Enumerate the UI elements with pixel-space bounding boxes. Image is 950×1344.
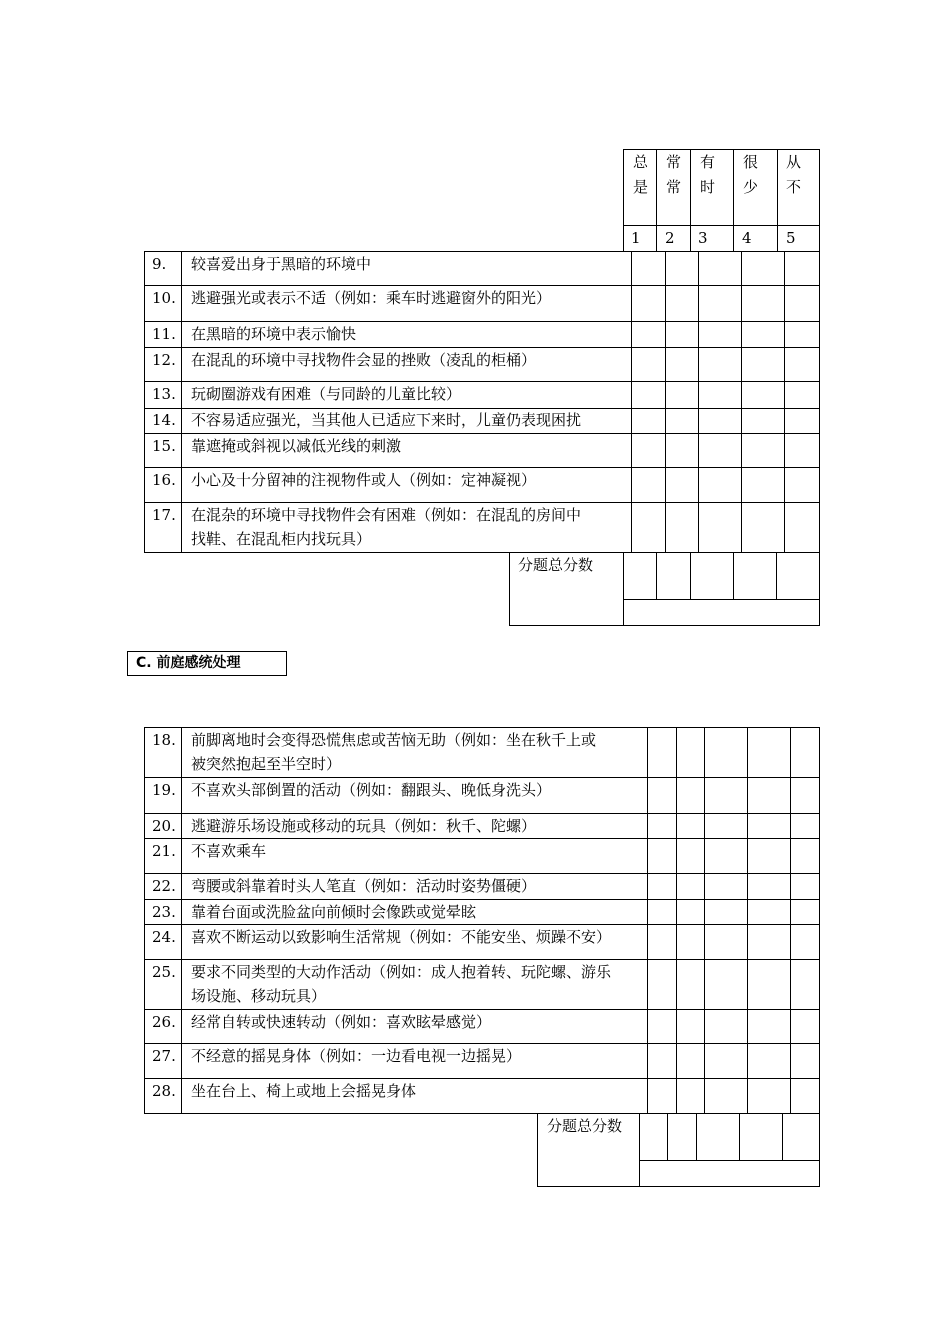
item-text: 不喜欢乘车: [191, 842, 267, 860]
subtotal-label: 分题总分数: [518, 556, 594, 574]
header-divider: [623, 149, 624, 251]
col-border: [665, 251, 666, 552]
item-number: 11.: [152, 325, 176, 343]
subtotal-border: [639, 1160, 820, 1161]
scale-label-char: 是: [633, 178, 649, 196]
item-text: 在混杂的环境中寻找物件会有困难（例如：在混乱的房间中: [191, 506, 582, 524]
item-number: 24.: [152, 928, 176, 946]
scale-label-char: 从: [786, 153, 802, 171]
col-border: [790, 727, 791, 1113]
subtotal-cell-border: [696, 1113, 697, 1160]
scale-label-always: [633, 150, 663, 200]
col-border: [747, 727, 748, 1113]
scale-label-char: 常: [666, 178, 682, 196]
item-text: 较喜爱出身于黑暗的环境中: [191, 255, 372, 273]
item-number: 25.: [152, 963, 176, 981]
item-number: 22.: [152, 877, 176, 895]
item-number: 13.: [152, 385, 176, 403]
scale-value-3: 3: [698, 229, 708, 247]
section-c-title: C. 前庭感统处理: [127, 651, 287, 676]
item-text: 不容易适应强光，当其他人已适应下来时，儿童仍表现困扰: [191, 411, 582, 429]
scale-label-char: 常: [666, 153, 682, 171]
scale-value-4: 4: [742, 229, 752, 247]
col-border: [698, 251, 699, 552]
scale-label-seldom: [743, 150, 773, 200]
scale-label-often: [666, 150, 696, 200]
subtotal-cell-border: [733, 552, 734, 599]
item-number: 10.: [152, 289, 176, 307]
col-border: [784, 251, 785, 552]
col-border: [181, 727, 182, 1113]
scale-label-char: 有: [700, 153, 716, 171]
col-border: [819, 251, 820, 552]
item-number: 21.: [152, 842, 176, 860]
subtotal-border: [819, 552, 820, 625]
item-number: 16.: [152, 471, 176, 489]
subtotal-cell-border: [656, 552, 657, 599]
scale-label-char: 总: [633, 153, 649, 171]
scale-value-2: 2: [665, 229, 675, 247]
item-text: 前脚离地时会变得恐慌焦虑或苦恼无助（例如：坐在秋千上或: [191, 731, 597, 749]
subtotal-border: [639, 1113, 640, 1186]
item-text: 弯腰或斜靠着时头人笔直（例如：活动时姿势僵硬）: [191, 877, 537, 895]
item-text: 逃避强光或表示不适（例如：乘车时逃避窗外的阳光）: [191, 289, 552, 307]
item-text: 玩砌圈游戏有困难（与同龄的儿童比较）: [191, 385, 462, 403]
header-divider: [777, 149, 778, 251]
item-text: 找鞋、在混乱柜内找玩具）: [191, 530, 372, 548]
scale-label-never: [786, 150, 816, 200]
item-number: 17.: [152, 506, 176, 524]
item-text: 在混乱的环境中寻找物件会显的挫败（凌乱的柜桶）: [191, 351, 537, 369]
scale-label-char: 时: [700, 178, 716, 196]
col-border: [144, 727, 145, 1113]
subtotal-cell-border: [782, 1113, 783, 1160]
scale-value-1: 1: [631, 229, 641, 247]
subtotal-cell-border: [690, 552, 691, 599]
item-text: 靠遮掩或斜视以减低光线的刺激: [191, 437, 402, 455]
scale-label-char: 少: [743, 178, 759, 196]
row-border: [144, 552, 820, 553]
subtotal-cell-border: [667, 1113, 668, 1160]
scale-value-5: 5: [786, 229, 796, 247]
item-text: 小心及十分留神的注视物件或人（例如：定神凝视）: [191, 471, 537, 489]
item-number: 9.: [152, 255, 167, 273]
subtotal-border: [623, 599, 820, 600]
item-text: 经常自转或快速转动（例如：喜欢眩晕感觉）: [191, 1013, 492, 1031]
item-number: 28.: [152, 1082, 176, 1100]
col-border: [819, 727, 820, 1113]
item-number: 26.: [152, 1013, 176, 1031]
subtotal-border: [623, 552, 624, 625]
subtotal-label: 分题总分数: [547, 1117, 623, 1135]
header-divider: [733, 149, 734, 251]
item-text: 逃避游乐场设施或移动的玩具（例如：秋千、陀螺）: [191, 817, 537, 835]
item-number: 19.: [152, 781, 176, 799]
item-text: 被突然抱起至半空时）: [191, 755, 342, 773]
subtotal-border: [509, 552, 510, 625]
item-number: 15.: [152, 437, 176, 455]
col-border: [704, 727, 705, 1113]
scale-label-char: 不: [786, 178, 802, 196]
subtotal-border: [509, 625, 820, 626]
item-number: 18.: [152, 731, 176, 749]
item-text: 不喜欢头部倒置的活动（例如：翻跟头、晚低身洗头）: [191, 781, 552, 799]
subtotal-border: [819, 1113, 820, 1186]
col-border: [676, 727, 677, 1113]
item-text: 不经意的摇晃身体（例如：一边看电视一边摇晃）: [191, 1047, 522, 1065]
subtotal-cell-border: [739, 1113, 740, 1160]
subtotal-cell-border: [776, 552, 777, 599]
subtotal-border: [537, 1113, 538, 1186]
header-divider: [819, 149, 820, 251]
item-text: 靠着台面或洗脸盆向前倾时会像跌或觉晕眩: [191, 903, 477, 921]
row-border: [144, 1113, 820, 1114]
item-number: 20.: [152, 817, 176, 835]
scale-label-sometimes: [700, 150, 730, 200]
col-border: [741, 251, 742, 552]
scale-label-char: 很: [743, 153, 759, 171]
subtotal-border: [537, 1186, 820, 1187]
item-text: 要求不同类型的大动作活动（例如：成人抱着转、玩陀螺、游乐: [191, 963, 612, 981]
item-number: 27.: [152, 1047, 176, 1065]
item-text: 在黑暗的环境中表示愉快: [191, 325, 357, 343]
item-number: 14.: [152, 411, 176, 429]
col-border: [181, 251, 182, 552]
col-border: [144, 251, 145, 552]
item-number: 23.: [152, 903, 176, 921]
item-text: 喜欢不断运动以致影响生活常规（例如：不能安坐、烦躁不安）: [191, 928, 612, 946]
col-border: [631, 251, 632, 552]
col-border: [647, 727, 648, 1113]
item-number: 12.: [152, 351, 176, 369]
item-text: 坐在台上、椅上或地上会摇晃身体: [191, 1082, 417, 1100]
item-text: 场设施、移动玩具）: [191, 987, 327, 1005]
